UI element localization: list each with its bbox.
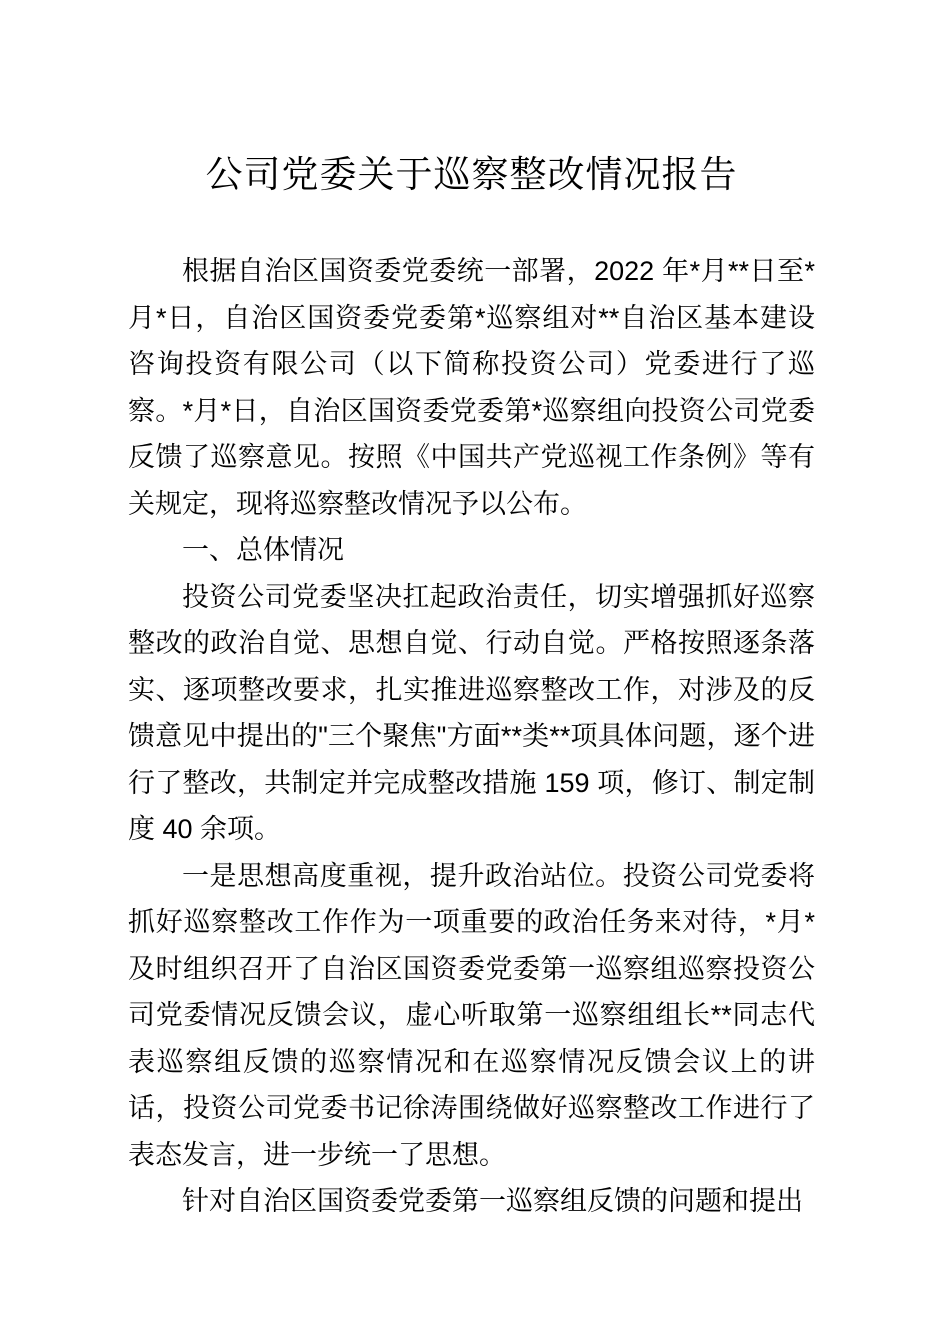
paragraph-overall-summary: 投资公司党委坚决扛起政治责任，切实增强抓好巡察整改的政治自觉、思想自觉、行动自觉。严格按照逐条落实、逐项整改要求，扎实推进巡察整改工作，对涉及的反馈意见中提出的"三个聚焦"方面**类**项具体问题，逐个进行了整改，共制定并完成整改措施 159 项，修订、制定制度 40 余项。 — [128, 581, 815, 844]
document-title: 公司党委关于巡察整改情况报告 — [205, 155, 738, 196]
document-body — [128, 248, 815, 1225]
paragraph-feedback-issues: 针对自治区国资委党委第一巡察组反馈的问题和提出 — [182, 1186, 803, 1216]
paragraph-first-point: 一是思想高度重视，提升政治站位。投资公司党委将抓好巡察整改工作作为一项重要的政治任务来对待，*月*及时组织召开了自治区国资委党委第一巡察组巡察投资公司党委情况反馈会议，虚心听取第一巡察组组长**同志代表巡察组反馈的巡察情况和在巡察情况反馈会议上的讲话，投资公司党委书记徐涛围绕做好巡察整改工作进行了表态发言，进一步统一了思想。 — [128, 860, 815, 1170]
section-heading-overall-situation: 一、总体情况 — [182, 535, 344, 565]
paragraph-intro: 根据自治区国资委党委统一部署，2022 年*月**日至*月*日，自治区国资委党委第*巡察组对**自治区基本建设咨询投资有限公司（以下简称投资公司）党委进行了巡察。*月*日，自治区国资委党委第*巡察组向投资公司党委反馈了巡察意见。按照《中国共产党巡视工作条例》等有关规定，现将巡察整改情况予以公布。 — [128, 256, 815, 519]
